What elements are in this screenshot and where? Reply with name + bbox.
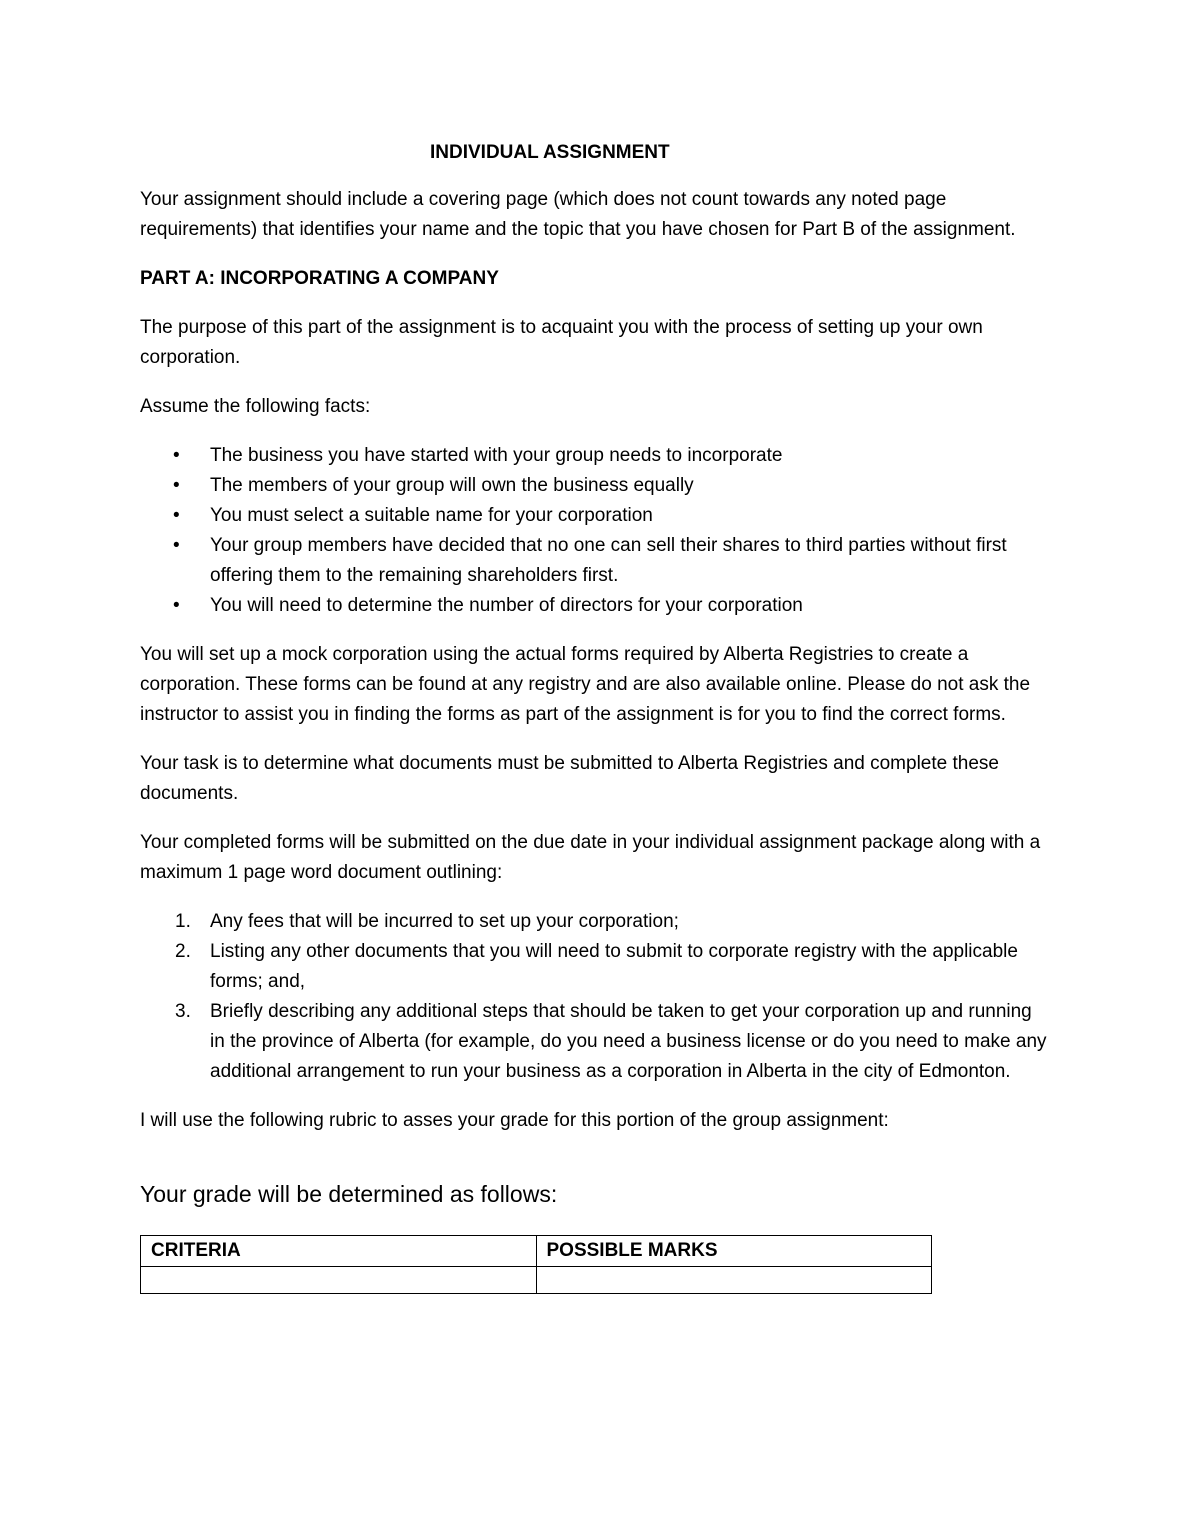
list-number: 2. (175, 941, 191, 962)
grade-heading: Your grade will be determined as follows: (140, 1181, 558, 1207)
list-item (140, 997, 1050, 1087)
outline-text: Any fees that will be incurred to set up your corporation; (210, 911, 679, 932)
outline-text: Briefly describing any additional steps that should be taken to get your corporation up and running in the province of Alberta (for example, do you need a business license or do you need to make any additional arrangement to run your business as a corporation in Alberta in the city of Edmonton. (210, 1001, 1047, 1082)
fact-text: The members of your group will own the business equally (210, 475, 694, 496)
list-item (140, 907, 1050, 937)
list-item (140, 937, 1050, 997)
table-row (141, 1267, 932, 1294)
outline-list (140, 907, 1050, 1087)
list-item (140, 531, 1050, 591)
list-item (140, 591, 1050, 621)
fact-text: You must select a suitable name for your corporation (210, 505, 653, 526)
purpose-paragraph: The purpose of this part of the assignment is to acquaint you with the process of setting up your own corporation. (140, 317, 983, 368)
possible-marks-header: POSSIBLE MARKS (536, 1236, 932, 1267)
document-page (140, 140, 1050, 1294)
document-title: INDIVIDUAL ASSIGNMENT (430, 142, 670, 163)
mock-corporation-paragraph: You will set up a mock corporation using the actual forms required by Alberta Registries to create a corporation. These forms can be found at any registry and are also available online. Please do not ask the instructor to assist you in finding the forms as part of the assignment is for you to find the correct forms. (140, 644, 1031, 725)
rubric-table (140, 1235, 932, 1294)
table-cell (536, 1267, 932, 1294)
bullet-icon: • (173, 505, 180, 526)
bullet-icon: • (173, 445, 180, 466)
list-number: 1. (175, 911, 191, 932)
list-number: 3. (175, 1001, 191, 1022)
list-item (140, 471, 1050, 501)
list-item (140, 501, 1050, 531)
part-a-heading: PART A: INCORPORATING A COMPANY (140, 268, 499, 289)
intro-paragraph: Your assignment should include a covering page (which does not count towards any noted page requirements) that identifies your name and the topic that you have chosen for Part B of the assignment. (140, 189, 1016, 240)
fact-text: Your group members have decided that no one can sell their shares to third parties without first offering them to the remaining shareholders first. (210, 535, 1007, 586)
rubric-intro-paragraph: I will use the following rubric to asses your grade for this portion of the group assignment: (140, 1110, 889, 1131)
fact-text: The business you have started with your group needs to incorporate (210, 445, 783, 466)
bullet-icon: • (173, 535, 180, 556)
completed-forms-paragraph: Your completed forms will be submitted on the due date in your individual assignment package along with a maximum 1 page word document outlining: (140, 832, 1041, 883)
table-cell (141, 1267, 537, 1294)
bullet-icon: • (173, 595, 180, 616)
fact-text: You will need to determine the number of directors for your corporation (210, 595, 803, 616)
table-row (141, 1236, 932, 1267)
outline-text: Listing any other documents that you will need to submit to corporate registry with the applicable forms; and, (210, 941, 1018, 992)
task-paragraph: Your task is to determine what documents must be submitted to Alberta Registries and complete these documents. (140, 753, 999, 804)
list-item (140, 441, 1050, 471)
bullet-icon: • (173, 475, 180, 496)
assume-paragraph: Assume the following facts: (140, 396, 371, 417)
criteria-header: CRITERIA (141, 1236, 537, 1267)
facts-list (140, 441, 1050, 621)
